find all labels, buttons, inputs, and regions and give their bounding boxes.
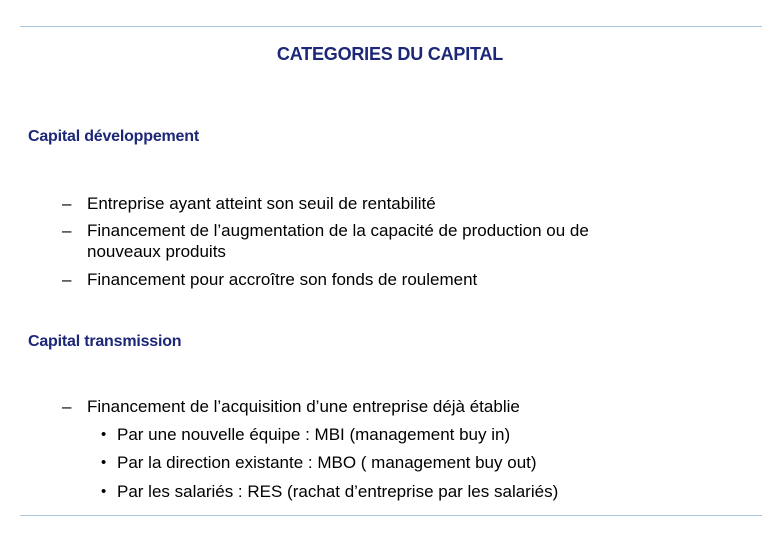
bullet-marker: •: [101, 454, 107, 471]
sub-list-item: Par la direction existante : MBO ( management buy out): [117, 453, 537, 472]
sub-list-item: Par une nouvelle équipe : MBI (management buy in): [117, 425, 511, 444]
bullet-marker: •: [101, 483, 107, 500]
list-item: Financement de l’augmentation de la capacité de production ou de: [87, 221, 589, 240]
list-item: Financement pour accroître son fonds de roulement: [87, 270, 478, 289]
section-heading-capital-developpement: Capital développement: [28, 128, 199, 145]
dash-marker: –: [62, 221, 72, 240]
bullet-marker: •: [101, 426, 107, 443]
list-item: Financement de l’acquisition d’une entreprise déjà établie: [87, 397, 520, 416]
list-item: Entreprise ayant atteint son seuil de rentabilité: [87, 194, 436, 213]
top-divider: [20, 26, 762, 27]
dash-marker: –: [62, 397, 72, 416]
sub-list-item: Par les salariés : RES (rachat d’entreprise par les salariés): [117, 482, 559, 501]
dash-marker: –: [62, 270, 72, 289]
list-item-continuation: nouveaux produits: [87, 242, 226, 261]
slide-title: CATEGORIES DU CAPITAL: [276, 44, 504, 64]
dash-marker: –: [62, 194, 72, 213]
bottom-divider: [20, 515, 762, 516]
section-heading-capital-transmission: Capital transmission: [28, 333, 182, 350]
